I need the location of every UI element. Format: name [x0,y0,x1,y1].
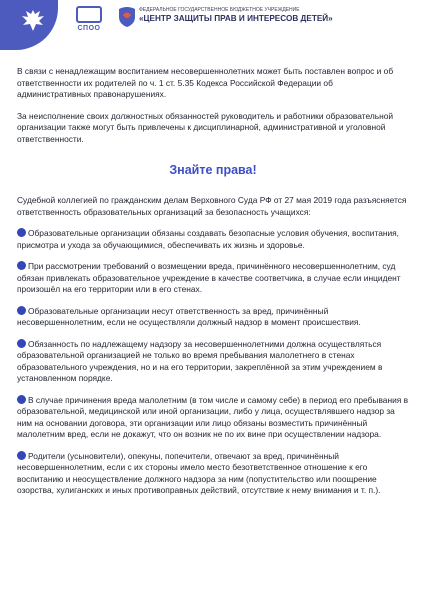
page-header [0,0,421,48]
bullet-dot-icon [17,395,26,404]
list-item [17,228,409,251]
organization-type: ФЕДЕРАЛЬНОЕ ГОСУДАРСТВЕННОЕ БЮДЖЕТНОЕ УЧРЕЖДЕНИЕ [139,7,300,13]
list-item [17,306,409,329]
spoo-logo-frame [76,6,102,23]
list-item-text: В случае причинения вреда малолетним (в том числе и самому себе) в период его пребывания в образовательной, медицинской или иной организации, либо у лица, осуществлявшего надзор за ним на основании договора, эти организации или лицо обязаны возместить причинённый малолетним вред, если не докажут, что он возник не по их вине при осуществлении надзора. [17,394,409,439]
list-item-text: Родители (усыновители), опекуны, попечители, отвечают за вред, причинённый несовершеннолетним, если с их стороны имело место безответственное отношение к его воспитанию и неосуществление должного надзора за ним (попустительство или поощрение озорства, хулиганских и иных противоправных действий, отсутствие к нему внимания и т. п.). [17,450,381,495]
list-item [17,261,409,296]
document-body [17,66,409,507]
intro-paragraph: В связи с ненадлежащим воспитанием несовершеннолетних может быть поставлен вопрос и об ответственности их родителей по ч. 1 ст. 5.35 Кодекса Российской Федерации об административных правонарушениях. [17,66,394,99]
bullet-dot-icon [17,339,26,348]
spoo-logo [72,6,106,34]
list-item-text: При рассмотрении требований о возмещении вреда, причинённого несовершеннолетним, суд обязан привлекать образовательное учреждение в качестве соответчика, в случае если инцидент произошёл на его территории или в его стенах. [17,261,401,294]
list-item-text: Образовательные организации несут ответственность за вред, причинённый несовершеннолетним, если не осуществляли должный надзор в момент происшествия. [17,305,361,327]
list-item [17,395,409,441]
list-item-text: Образовательные организации обязаны создавать безопасные условия обучения, воспитания, присмотра и ухода за обучающимися, обеспечивать их жизнь и здоровье. [17,228,400,250]
list-item [17,339,409,385]
list-item-text: Обязанность по надлежащему надзору за несовершеннолетними должна осуществляться образовательной организацией не только во время пребывания малолетнего в стенах образовательного учреждения, но и на его территории, закреплённой за этим учреждением в установленном порядке. [17,338,383,383]
eagle-emblem-icon [18,6,48,36]
bullet-dot-icon [17,451,26,460]
list-item [17,451,409,497]
bullet-dot-icon [17,306,26,315]
section-title: Знайте права! [169,163,257,177]
organization-name [139,7,419,24]
organization-title: «ЦЕНТР ЗАЩИТЫ ПРАВ И ИНТЕРЕСОВ ДЕТЕЙ» [139,14,333,23]
bullet-dot-icon [17,228,26,237]
center-logo-icon [117,6,137,28]
spoo-logo-text: СПОО [77,25,101,32]
bullet-dot-icon [17,261,26,270]
lead-paragraph: Судебной коллегией по гражданским делам Верховного Суда РФ от 27 мая 2019 года разъясняется ответственность образовательных организаций за безопасность учащихся: [17,195,407,217]
intro-paragraph: За неисполнение своих должностных обязанностей руководитель и работники образовательной организации также могут быть привлечены к дисциплинарной, административной и уголовной ответственности. [17,110,394,144]
